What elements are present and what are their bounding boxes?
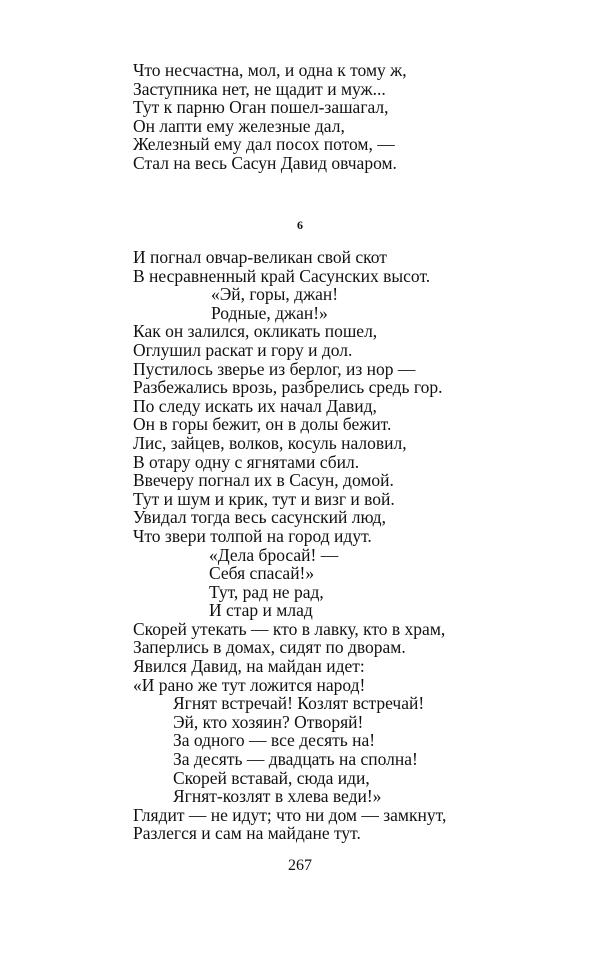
poem-line: За одного — все десять на! (173, 730, 376, 751)
poem-line: Тут к парню Оган пошел-зашагал, (133, 97, 389, 118)
poem-line: Что несчастна, мол, и одна к тому ж, (133, 60, 407, 80)
poem-line: Ягнят встречай! Козлят встречай! (173, 693, 425, 714)
poem-line: Родные, джан!» (211, 302, 328, 323)
poem-line: Заступника нет, не щадит и муж... (133, 78, 386, 99)
poem-line: Скорей утекать — кто в лавку, кто в храм, (133, 618, 446, 639)
poem-line: Железный ему дал посох потом, — (133, 134, 395, 155)
poem-line: Тут и шум и крик, тут и визг и вой. (133, 488, 395, 509)
poem-line: «Дела бросай! — (209, 544, 339, 565)
poem-line: Ввечеру погнал их в Сасун, домой. (133, 470, 394, 491)
poem-line: Он в горы бежит, он в долы бежит. (133, 414, 392, 435)
poem-line: В несравненный край Сасунских высот. (133, 265, 431, 286)
poem-line: Разбежались врозь, разбрелись средь гор. (133, 377, 443, 398)
poem-line: Пустилось зверье из берлог, из нор — (133, 358, 416, 379)
poem-line: «Эй, горы, джан! (211, 284, 339, 305)
poem-line: Явился Давид, на майдан идет: (133, 656, 365, 677)
poem-line: Скорей вставай, сюда иди, (173, 767, 370, 788)
poem-line: Ягнят-козлят в хлева веди!» (173, 786, 382, 807)
poem-line: Тут, рад не рад, (209, 581, 324, 602)
poem-line: По следу искать их начал Давид, (133, 395, 377, 416)
poem-line: Разлегся и сам на майдане тут. (133, 823, 361, 844)
poem-line: Заперлись в домах, сидят по дворам. (133, 637, 406, 658)
section-number: 6 (297, 218, 303, 232)
poem-line: Оглушил раскат и гору и дол. (133, 339, 353, 360)
poem-line: И погнал овчар-великан свой скот (133, 247, 387, 267)
poem-line: Глядит — не идут; что ни дом — замкнут, (133, 804, 447, 825)
poem-line: Увидал тогда весь сасунский люд, (133, 507, 386, 528)
poem-line: Себя спасай!» (209, 563, 315, 584)
poem-line: Эй, кто хозяин? Отворяй! (173, 711, 364, 732)
page-number: 267 (288, 857, 312, 874)
poem-line: И стар и млад (209, 600, 313, 621)
poem-line: Как он залился, окликать пошел, (133, 321, 378, 342)
poem-line: За десять — двадцать на сполна! (173, 749, 418, 770)
poem-stanza-top (133, 61, 513, 173)
poem-line: Стал на весь Сасун Давид овчаром. (133, 152, 397, 173)
poem-stanza-main (133, 248, 513, 843)
poem-line: Что звери толпой на город идут. (133, 525, 372, 546)
poem-line: В отару одну с ягнятами сбил. (133, 451, 360, 472)
poem-line: Лис, зайцев, волков, косуль наловил, (133, 432, 407, 453)
poem-line: «И рано же тут ложится народ! (133, 674, 366, 695)
poem-line: Он лапти ему железные дал, (133, 115, 345, 136)
